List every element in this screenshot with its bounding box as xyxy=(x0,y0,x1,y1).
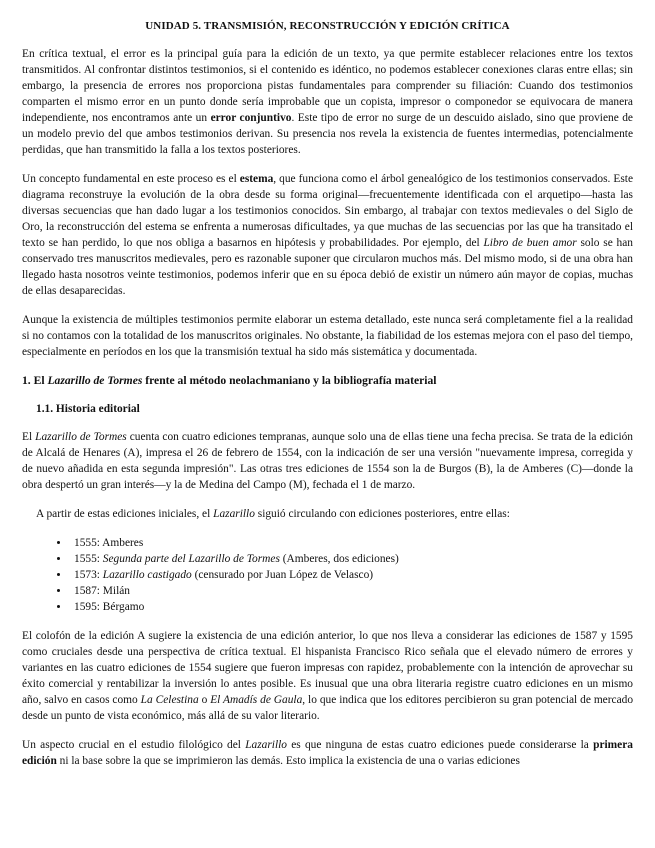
text: A partir de estas ediciones iniciales, el xyxy=(36,508,214,520)
list-item xyxy=(70,551,633,567)
text: o xyxy=(198,694,211,706)
text: (Amberes, dos ediciones) xyxy=(279,553,399,565)
term-error-conjuntivo: error conjuntivo xyxy=(210,112,292,124)
text: Un concepto fundamental en este proceso es el xyxy=(22,173,240,185)
work-title: Lazarillo castigado xyxy=(102,569,192,581)
text: , lo que indica que los editores percibieron su gran potencial de mercado desde un punto de vista económico, más allá de su valor literario. xyxy=(22,694,634,722)
list-item: • 1587: Milán xyxy=(70,583,633,599)
section-heading xyxy=(22,373,633,389)
term-primera-edicion: primera edición xyxy=(22,739,633,767)
work-title: Segunda parte del Lazarillo de Tormes xyxy=(102,553,280,565)
list-item xyxy=(70,567,633,583)
paragraph-estema xyxy=(22,171,633,299)
text: El colofón de la edición A sugiere la existencia de una edición anterior, lo que nos lleva a considerar las ediciones de 1587 y 1595 como cruciales desde una perspectiva de crítica textual. El hispanista Francisco Rico señala que el elevado número de errores y variantes en las cuatro ediciones de 1554 sugiere que fueron impresas con rapidez, probablemente con la intención de aprovechar su éxito comercial y rentabilizar la inversión lo antes posible. Es inusual que una obra literaria registre cuatro ediciones en un mismo año, salvo en casos como xyxy=(22,630,633,706)
subsection-heading: 1.1. Historia editorial xyxy=(36,403,140,415)
text: El xyxy=(22,431,36,443)
paragraph-error xyxy=(22,46,633,158)
paragraph-primera-edicion xyxy=(22,737,633,769)
editions-list xyxy=(22,535,633,615)
term-estema: estema xyxy=(239,173,274,185)
text: Un aspecto crucial en el estudio filológico del xyxy=(22,739,246,751)
paragraph-colofon xyxy=(22,628,633,724)
work-title: La Celestina xyxy=(140,694,199,706)
text: , que funciona como el árbol genealógico de los testimonios conservados. Este diagrama reconstruye la evolución de la obra desde su forma original—frecuentemente identificada con el arquetipo—hasta las diversas secuencias que han dado lugar a los testimonios conocidos. Sin embargo, al trabajar con textos medievales o del Siglo de Oro, la reconstrucción del estema se enfrenta a numerosas dificultades, ya que muchas de las secuencias por las que ha transitado el texto se han perdido, lo que nos obliga a basarnos en hipótesis y probabilidades. Por ejemplo, del xyxy=(22,173,634,249)
text: cuenta con cuatro ediciones tempranas, aunque solo una de ellas tiene una fecha precisa. Se trata de la edición de Alcalá de Henares (A), impresa el 26 de febrero de 1554, con la indicación de ser una versión "nuevamente impresa, corregida y de nuevo añadida en esta segunda impresión". Las otras tres ediciones de 1554 son la de Burgos (B), la de Amberes (C)—donde la obra despertó un gran interés—y la de Medina del Campo (M), fechada el 1 de marzo. xyxy=(22,431,633,491)
list-item: • 1555: Amberes xyxy=(70,535,633,551)
text: es que ninguna de estas cuatro ediciones puede considerarse la xyxy=(286,739,594,751)
work-title: Lazarillo de Tormes xyxy=(47,374,143,387)
paragraph-fiabilidad: Aunque la existencia de múltiples testimonios permite elaborar un estema detallado, este nunca será completamente fiel a la realidad si no contamos con la totalidad de los manuscritos originales. No obstante, la fiabilidad de los estemas mejora con el paso del tiempo, especialmente en períodos en los que la transmisión textual ha sido más sistemática y documentada. xyxy=(22,314,633,358)
work-title: Lazarillo xyxy=(213,508,255,520)
text: 1. El xyxy=(22,374,48,387)
paragraph-ediciones xyxy=(22,429,633,493)
list-item: • 1595: Bérgamo xyxy=(70,599,633,615)
text: ni la base sobre la que se imprimieron las demás. Esto implica la existencia de una o varias ediciones xyxy=(56,755,520,767)
work-title: El Amadís de Gaula xyxy=(210,694,303,706)
text: En crítica textual, el error es la principal guía para la edición de un texto, ya que permite establecer relaciones entre los textos transmitidos. Al confrontar distintos testimonios, si el contenido es idéntico, no podemos establecer conexiones claras entre ellas; sin embargo, la presencia de errores nos proporciona pistas fundamentales para comprender su filiación: Cuando dos testimonios comparten el mismo error en un punto donde sería improbable que un copista, impresor o componedor se equivocara de manera independiente, nos encontramos ante un xyxy=(22,48,633,124)
text: 1573: xyxy=(74,569,103,581)
text: frente al método neolachmaniano y la bibliografía material xyxy=(142,374,437,387)
text: siguió circulando con ediciones posteriores, entre ellas: xyxy=(254,508,510,520)
paragraph-posteriores xyxy=(22,506,633,522)
text: . Este tipo de error no surge de un descuido aislado, sino que proviene de un modelo previo del que ambos testimonios derivan. Su presencia nos revela la existencia de fuentes intermedias, potencialmente perdidas, que han transmitido la falla a los textos posteriores. xyxy=(22,112,633,156)
text: solo se han conservado tres manuscritos medievales, pero es razonable suponer que circularon muchos más. Del mismo modo, si de una obra han llegado hasta nosotros veinte testimonios, podemos inferir que en su época debió de existir un número aún mayor de copias, muchas de ellas desaparecidas. xyxy=(22,237,633,297)
work-title: Lazarillo de Tormes xyxy=(35,431,127,443)
work-title: Libro de buen amor xyxy=(483,237,577,249)
text: (censurado por Juan López de Velasco) xyxy=(191,569,374,581)
work-title: Lazarillo xyxy=(245,739,287,751)
text: 1555: xyxy=(74,553,103,565)
unit-title: UNIDAD 5. TRANSMISIÓN, RECONSTRUCCIÓN Y EDICIÓN CRÍTICA xyxy=(145,20,510,32)
